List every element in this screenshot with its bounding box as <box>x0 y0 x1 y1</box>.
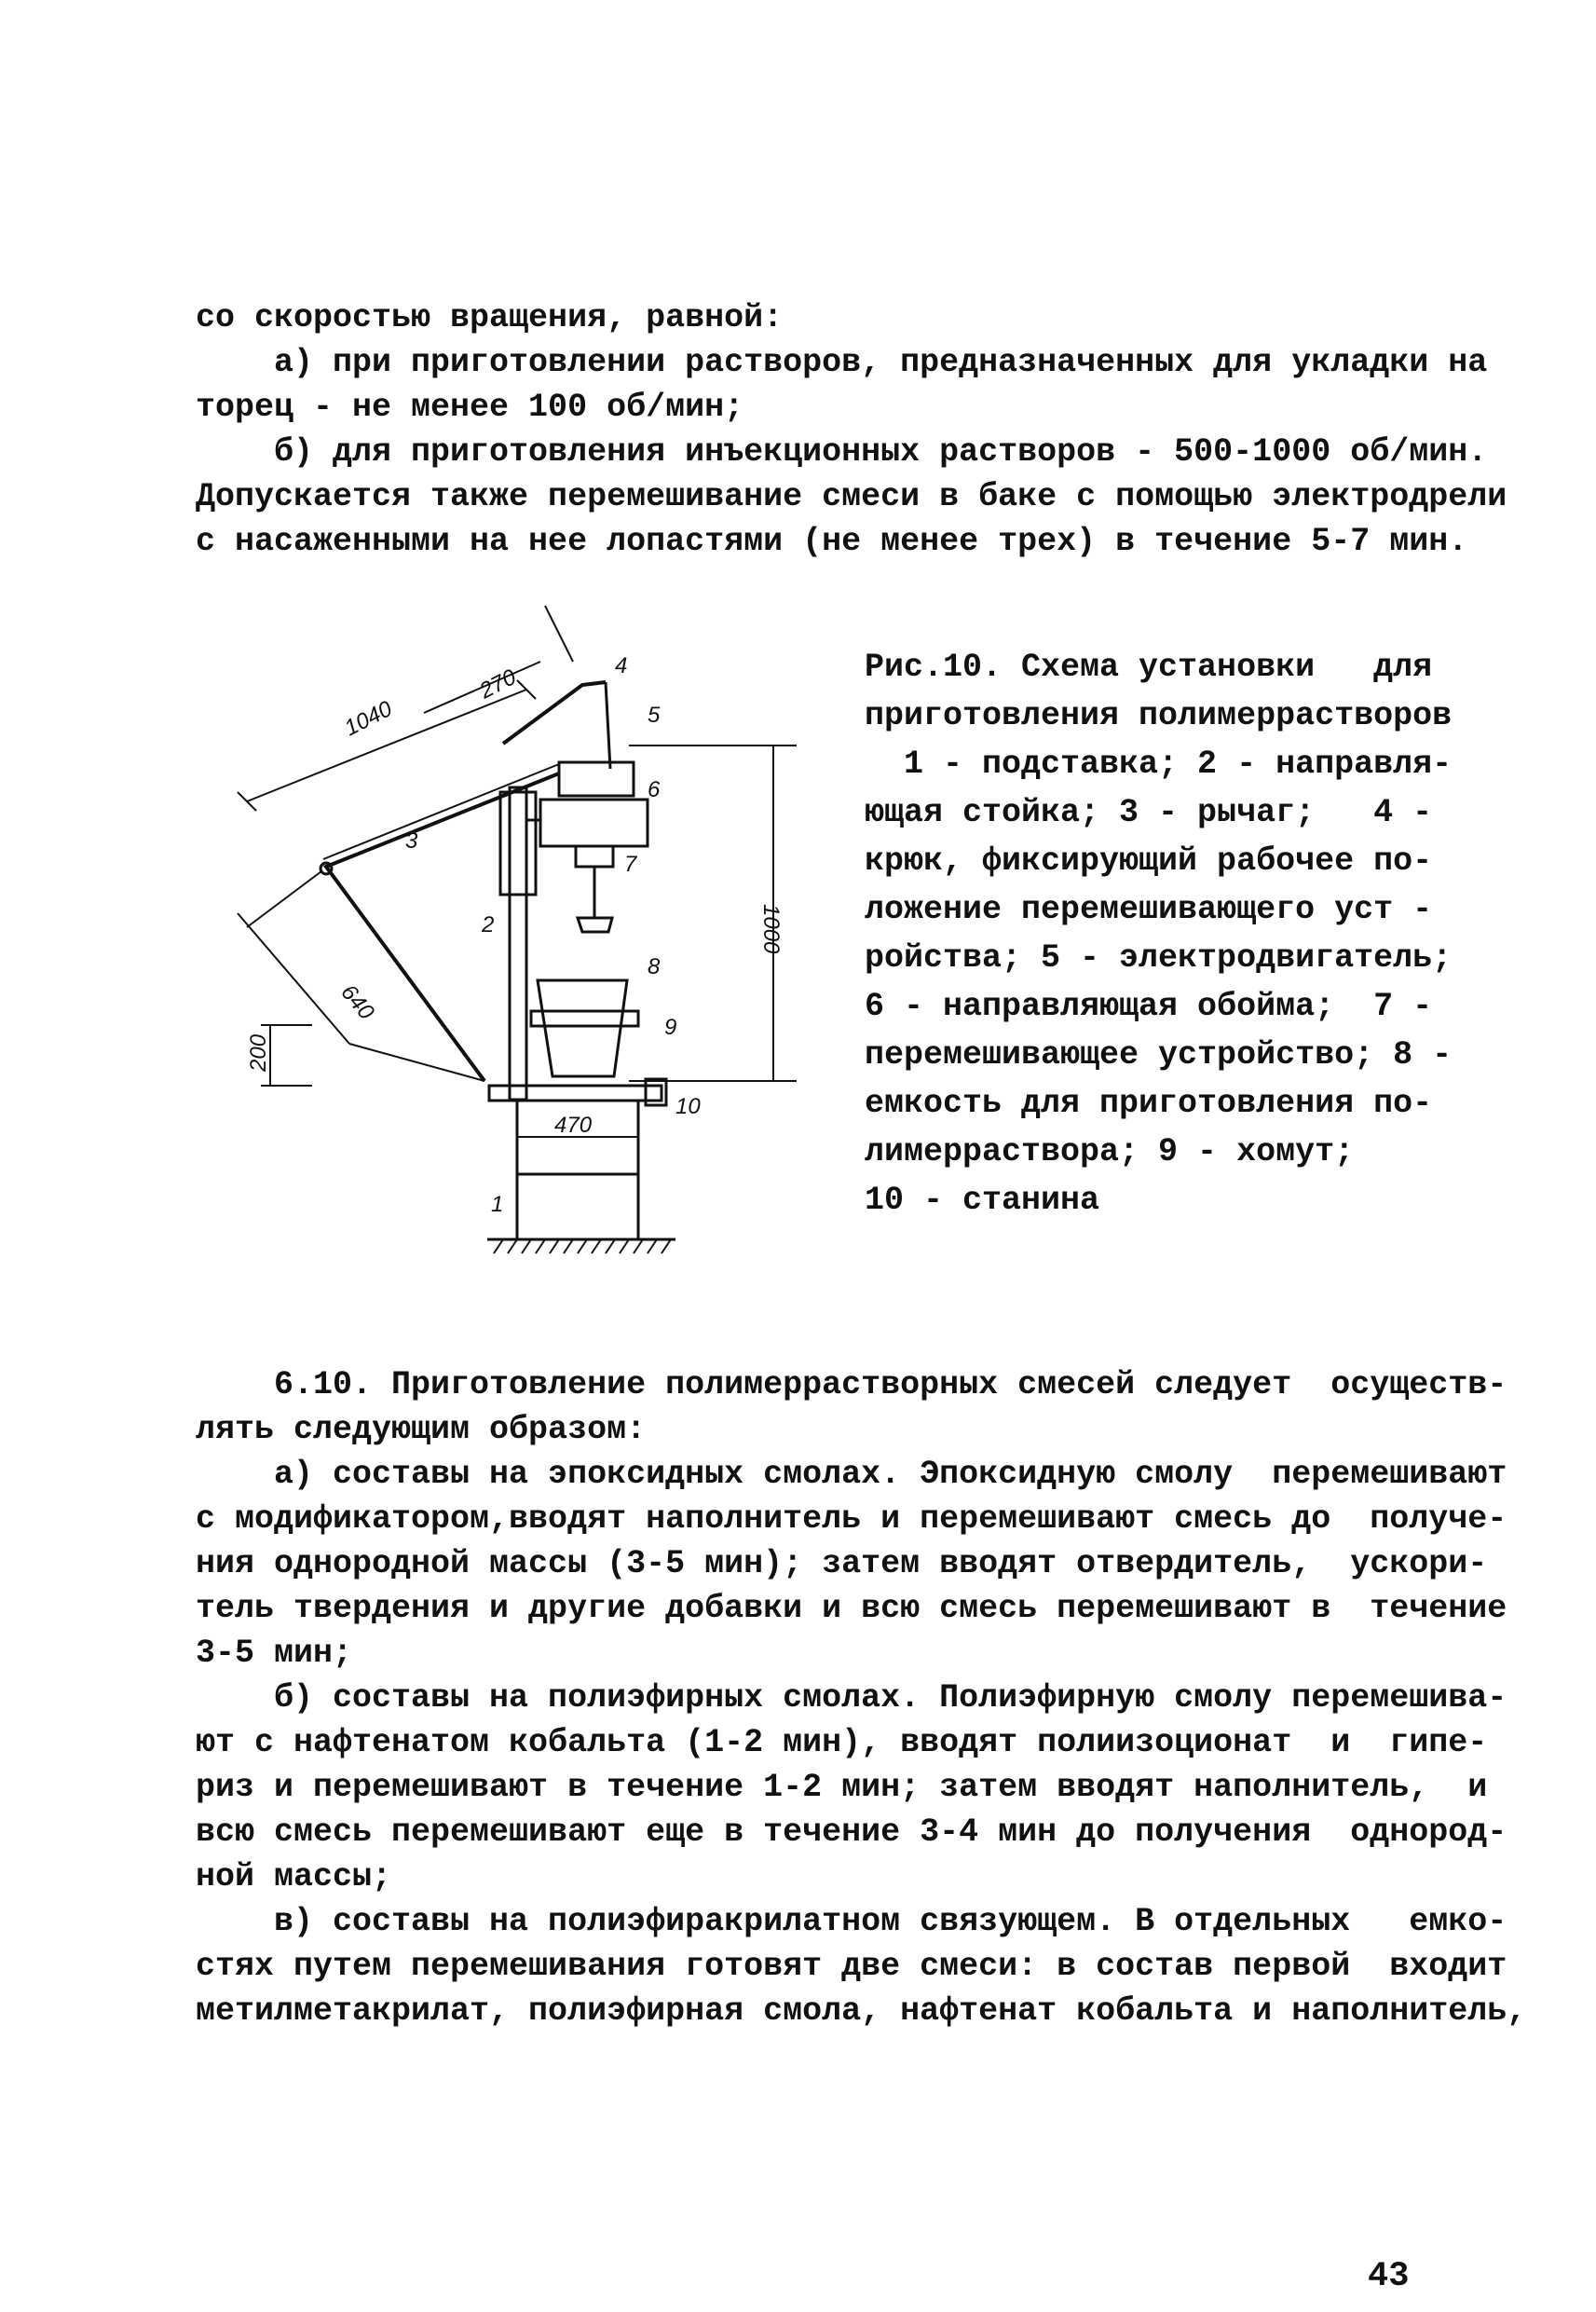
dim-640: 640 <box>335 979 379 1025</box>
text-line: б) составы на полиэфирных смолах. Полиэфирную смолу перемешива- <box>196 1679 1507 1717</box>
page-number: 43 <box>1368 2257 1410 2296</box>
label-2: 2 <box>482 912 495 937</box>
text-line: б) для приготовления инъекционных растворов - 500-1000 об/мин. <box>196 433 1488 471</box>
text-line: торец - не менее 100 об/мин; <box>196 389 744 426</box>
dim-1000: 1000 <box>758 904 784 954</box>
caption-line: ройства; 5 - электродвигатель; <box>865 939 1453 977</box>
text-line: ют с нафтенатом кобальта (1-2 мин), вводят полиизоционат и гипе- <box>196 1724 1488 1761</box>
caption-line: ющая стойка; 3 - рычаг; 4 - <box>865 794 1433 831</box>
text-line: стях путем перемешивания готовят две смеси: в состав первой входит <box>196 1948 1507 1985</box>
caption-line: 10 - станина <box>865 1182 1100 1219</box>
label-5: 5 <box>648 703 661 728</box>
dim-1040: 1040 <box>340 696 397 742</box>
container <box>538 980 627 1076</box>
text-line: а) составы на эпоксидных смолах. Эпоксидную смолу перемешивают <box>196 1456 1507 1493</box>
text-line: со скоростью вращения, равной: <box>196 299 784 336</box>
caption-line: 6 - направляющая обойма; 7 - <box>865 988 1433 1025</box>
label-6: 6 <box>648 777 661 802</box>
dim-470: 470 <box>554 1113 593 1138</box>
guide-cage <box>540 800 648 846</box>
text-line: Допускается также перемешивание смеси в баке с помощью электродрели <box>196 478 1507 515</box>
label-8: 8 <box>648 954 661 979</box>
text-line: метилметакрилат, полиэфирная смола, нафтенат кобальта и наполнитель, <box>196 1992 1527 2030</box>
caption-line: перемешивающее устройство; 8 - <box>865 1036 1453 1074</box>
dim-270: 270 <box>475 664 521 705</box>
text-line: лять следующим образом: <box>196 1411 647 1448</box>
text-line: в) составы на полиэфиракрилатном связующем. В отдельных емко- <box>196 1903 1507 1940</box>
text-line: с насаженными на нее лопастями (не менее трех) в течение 5-7 мин. <box>196 523 1468 560</box>
caption-line: лимерраствора; 9 - хомут; <box>865 1133 1355 1170</box>
label-1: 1 <box>491 1192 504 1217</box>
lever-arm <box>326 773 559 1081</box>
caption-line: 1 - подставка; 2 - направля- <box>865 746 1453 783</box>
text-line: всю смесь перемешивают еще в течение 3-4 мин до получения однород- <box>196 1813 1507 1851</box>
text-line: тель твердения и другие добавки и всю смесь перемешивают в течение <box>196 1590 1507 1627</box>
caption-line: крюк, фиксирующий рабочее по- <box>865 842 1433 880</box>
caption-line: Рис.10. Схема установки для <box>865 649 1433 686</box>
label-7: 7 <box>624 852 637 877</box>
label-4: 4 <box>615 653 628 678</box>
text-line: ной массы; <box>196 1858 392 1895</box>
motor <box>559 762 634 796</box>
label-10: 10 <box>675 1094 701 1119</box>
text-line: риз и перемешивают в течение 1-2 мин; затем вводят наполнитель, и <box>196 1769 1488 1806</box>
text-line: 3-5 мин; <box>196 1635 353 1672</box>
guide-post <box>510 787 526 1100</box>
dim-200: 200 <box>246 1033 271 1072</box>
text-line: 6.10. Приготовление полимеррастворных смесей следует осуществ- <box>196 1366 1507 1403</box>
label-3: 3 <box>405 828 418 854</box>
caption-line: емкость для приготовления по- <box>865 1085 1433 1122</box>
installation-diagram <box>238 596 784 1286</box>
text-line: с модификатором,вводят наполнитель и перемешивают смесь до получе- <box>196 1500 1507 1538</box>
caption-line: ложение перемешивающего уст - <box>865 891 1433 928</box>
label-9: 9 <box>664 1015 677 1040</box>
text-line: ния однородной массы (3-5 мин); затем вводят отвердитель, ускори- <box>196 1545 1488 1582</box>
text-line: а) при приготовлении растворов, предназначенных для укладки на <box>196 344 1488 381</box>
caption-line: приготовления полимеррастворов <box>865 697 1453 734</box>
